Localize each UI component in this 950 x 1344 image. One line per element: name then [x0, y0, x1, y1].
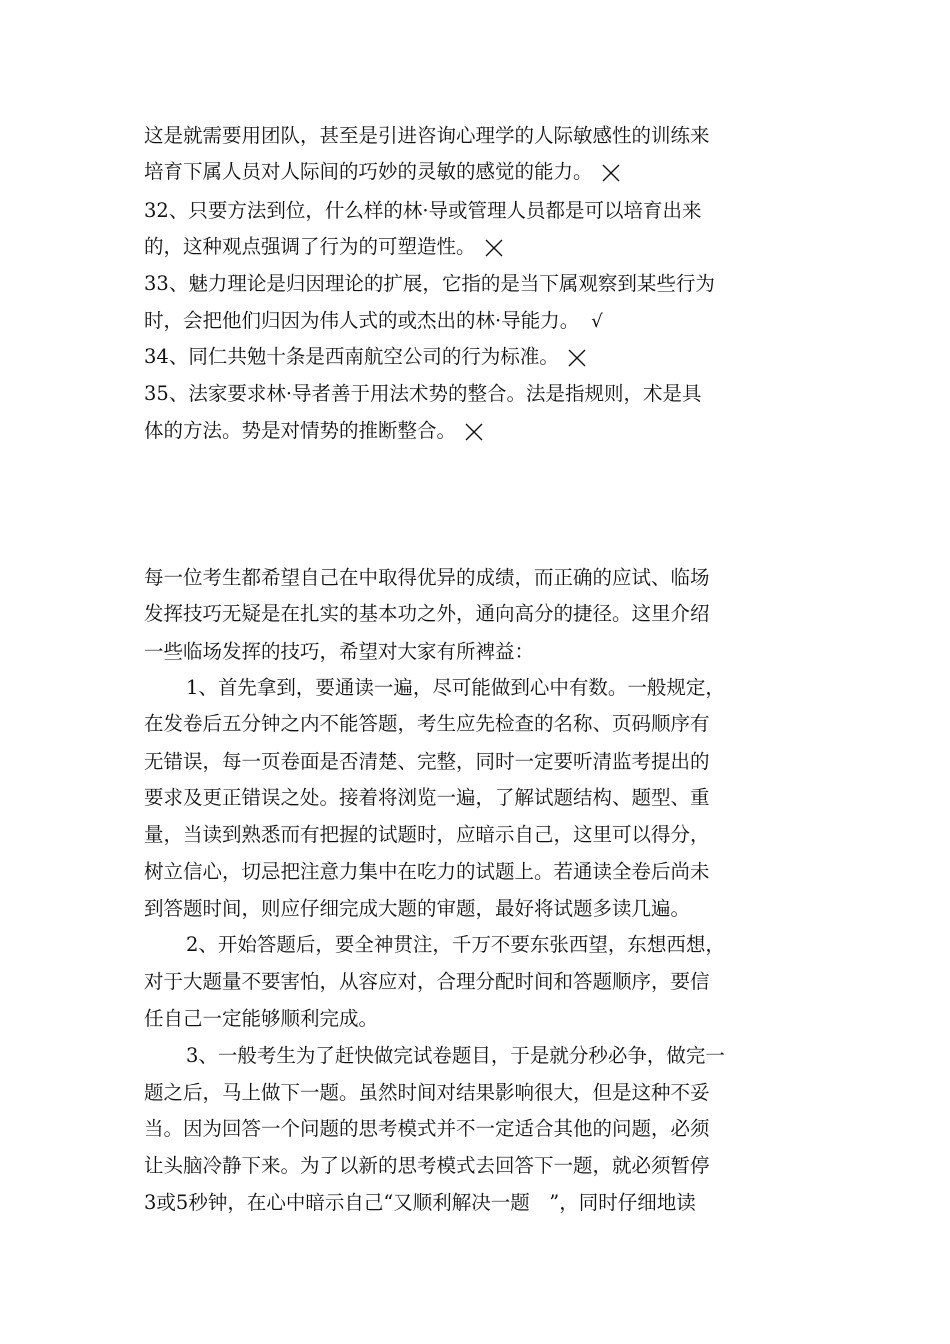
text-line: 培育下属人员对人际间的巧妙的灵敏的感觉的能力。: [144, 160, 621, 184]
text-line: 当。因为回答一个问题的思考模式并不一定适合其他的问题，必须: [144, 1117, 710, 1140]
text-line: 1、首先拿到，要通读一遍，尽可能做到心中有数。一般规定，: [186, 676, 725, 699]
cross-mark-icon: [484, 238, 504, 258]
text-line: 3或5秒钟，在心中暗示自己“又顺利解决一题 ”，同时仔细地读: [144, 1191, 696, 1214]
text-line: 在发卷后五分钟之内不能答题，考生应先检查的名称、页码顺序有: [144, 712, 710, 735]
text-line: 发挥技巧无疑是在扎实的基本功之外，通向高分的捷径。这里介绍: [144, 602, 710, 625]
text-line: 时，会把他们归因为伟人式的或杰出的林·导能力。 √: [144, 309, 603, 332]
cross-mark-icon: [464, 422, 484, 442]
text-line: 32、只要方法到位，什么样的林·导或管理人员都是可以培育出来: [144, 199, 702, 222]
text-line: 树立信心，切忌把注意力集中在吃力的试题上。若通读全卷后尚未: [144, 860, 710, 883]
text-line: 对于大题量不要害怕，从容应对，合理分配时间和答题顺序，要信: [144, 970, 710, 993]
check-mark-icon: √: [591, 311, 603, 332]
text-line: 35、法家要求林·导者善于用法术势的整合。法是指规则，术是具: [144, 382, 702, 405]
text-line: 这是就需要用团队，甚至是引进咨询心理学的人际敏感性的训练来: [144, 124, 710, 147]
text-line: 任自己一定能够顺利完成。: [144, 1007, 379, 1030]
cross-mark-icon: [567, 348, 587, 368]
text-line: 要求及更正错误之处。接着将浏览一遍，了解试题结构、题型、重: [144, 786, 710, 809]
text-line: 到答题时间，则应仔细完成大题的审题，最好将试题多读几遍。: [144, 897, 691, 920]
text-line: 体的方法。势是对情势的推断整合。: [144, 419, 484, 443]
text-line: 题之后，马上做下一题。虽然时间对结果影响很大，但是这种不妥: [144, 1081, 710, 1104]
text-line: 3、一般考生为了赶快做完试卷题目，于是就分秒必争，做完一: [186, 1044, 725, 1067]
text-line: 34、同仁共勉十条是西南航空公司的行为标准。: [144, 345, 587, 369]
text-line: 33、魅力理论是归因理论的扩展，它指的是当下属观察到某些行为: [144, 272, 715, 295]
text-line: 每一位考生都希望自己在中取得优异的成绩，而正确的应试、临场: [144, 566, 710, 589]
text-line: 的，这种观点强调了行为的可塑造性。: [144, 235, 504, 259]
cross-mark-icon: [601, 163, 621, 183]
text-line: 一些临场发挥的技巧，希望对大家有所裨益：: [144, 640, 535, 663]
text-line: 2、开始答题后，要全神贯注，千万不要东张西望，东想西想，: [186, 933, 725, 956]
text-line: 让头脑冷静下来。为了以新的思考模式去回答下一题，就必须暂停: [144, 1154, 710, 1177]
text-line: 量，当读到熟悉而有把握的试题时，应暗示自己，这里可以得分，: [144, 823, 710, 846]
text-line: 无错误，每一页卷面是否清楚、完整，同时一定要听清监考提出的: [144, 750, 710, 773]
